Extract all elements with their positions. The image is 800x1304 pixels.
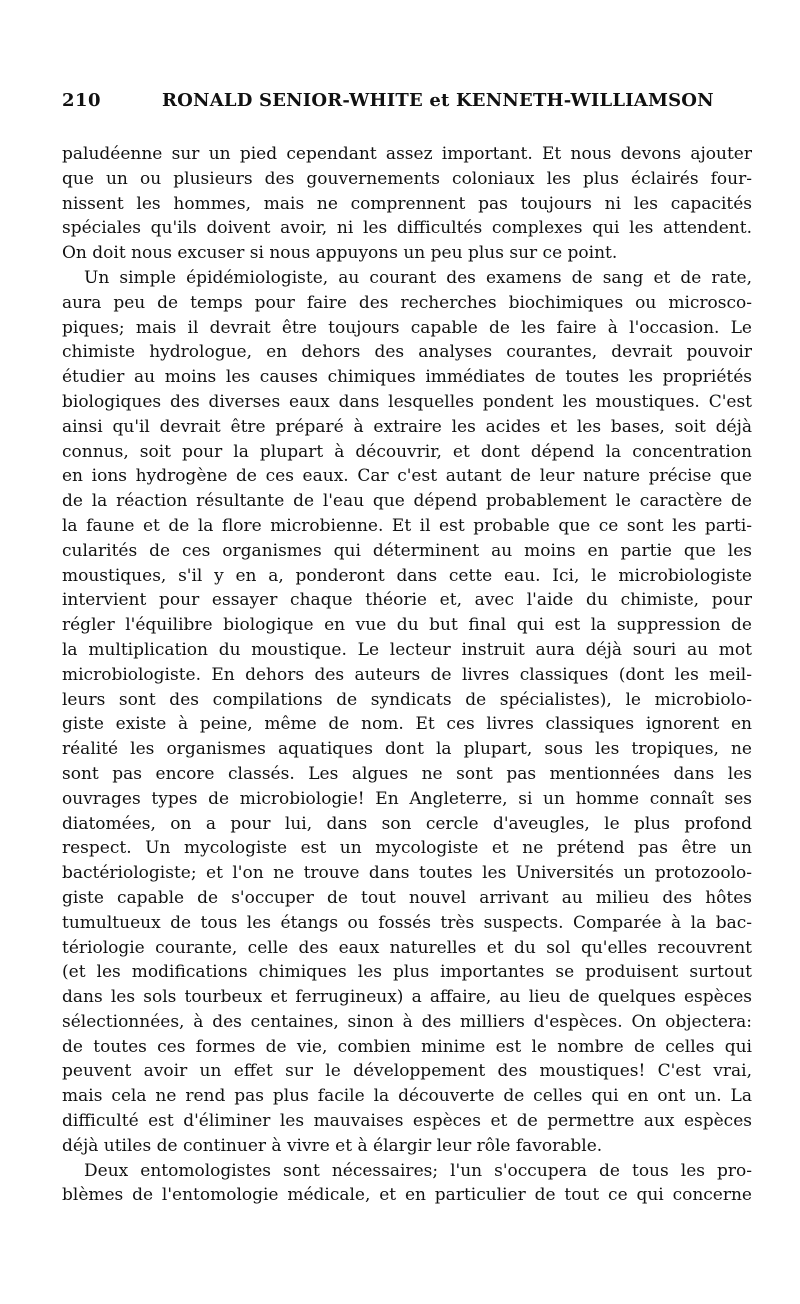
text-line: de toutes ces formes de vie, combien minime est le nombre de celles qui	[62, 1036, 752, 1057]
text-line: bactériologiste; et l'on ne trouve dans toutes les Universités un protozoolo-	[62, 863, 752, 884]
text-line: tumultueux de tous les étangs ou fossés très suspects. Comparée à la bac-	[62, 912, 752, 933]
text-line: tériologie courante, celle des eaux naturelles et du sol qu'elles recouvrent	[62, 937, 752, 958]
text-line: ouvrages types de microbiologie! En Angleterre, si un homme connaît ses	[62, 788, 752, 809]
text-line: en ions hydrogène de ces eaux. Car c'est autant de leur nature précise que	[62, 466, 752, 487]
page-header	[62, 88, 742, 118]
text-line: sélectionnées, à des centaines, sinon à des milliers d'espèces. On objectera:	[62, 1011, 752, 1032]
text-line: peuvent avoir un effet sur le développement des moustiques! C'est vrai,	[62, 1061, 752, 1082]
text-line: réalité les organismes aquatiques dont la plupart, sous les tropiques, ne	[62, 739, 752, 760]
text-line: déjà utiles de continuer à vivre et à élargir leur rôle favorable.	[62, 1135, 603, 1156]
text-line: étudier au moins les causes chimiques immédiates de toutes les propriétés	[62, 367, 752, 388]
text-line: microbiologiste. En dehors des auteurs de livres classiques (dont les meil-	[62, 664, 752, 685]
text-line: intervient pour essayer chaque théorie et, avec l'aide du chimiste, pour	[62, 590, 752, 611]
text-line: (et les modifications chimiques les plus importantes se produisent surtout	[62, 962, 752, 983]
text-line: On doit nous excuser si nous appuyons un peu plus sur ce point.	[62, 243, 618, 264]
text-line: dans les sols tourbeux et ferrugineux) a affaire, au lieu de quelques espèces	[62, 987, 752, 1008]
text-line: la faune et de la flore microbienne. Et il est probable que ce sont les parti-	[62, 515, 752, 536]
text-line: mais cela ne rend pas plus facile la découverte de celles qui en ont un. La	[62, 1086, 752, 1107]
text-line: leurs sont des compilations de syndicats de spécialistes), le microbiolo-	[62, 689, 752, 710]
text-line: nissent les hommes, mais ne comprennent pas toujours ni les capacités	[62, 193, 752, 214]
text-line: ainsi qu'il devrait être préparé à extraire les acides et les bases, soit déjà	[62, 416, 752, 437]
text-line: respect. Un mycologiste est un mycologiste et ne prétend pas être un	[62, 838, 752, 859]
text-line: spéciales qu'ils doivent avoir, ni les difficultés complexes qui les attendent.	[62, 218, 752, 239]
text-line: aura peu de temps pour faire des recherches biochimiques ou microsco-	[62, 292, 752, 313]
text-line: difficulté est d'éliminer les mauvaises espèces et de permettre aux espèces	[62, 1111, 752, 1132]
text-line: blèmes de l'entomologie médicale, et en particulier de tout ce qui concerne	[62, 1185, 752, 1206]
text-line: que un ou plusieurs des gouvernements coloniaux les plus éclairés four-	[62, 168, 752, 189]
text-line: diatomées, on a pour lui, dans son cercle d'aveugles, le plus profond	[62, 813, 752, 834]
running-title: RONALD SENIOR-WHITE et KENNETH-WILLIAMSON	[162, 90, 714, 111]
text-line: paludéenne sur un pied cependant assez important. Et nous devons ajouter	[62, 144, 752, 164]
text-line: connus, soit pour la plupart à découvrir, et dont dépend la concentration	[62, 441, 752, 462]
text-line: chimiste hydrologue, en dehors des analyses courantes, devrait pouvoir	[62, 342, 752, 363]
text-line: moustiques, s'il y en a, ponderont dans cette eau. Ici, le microbiologiste	[62, 565, 752, 586]
text-line: piques; mais il devrait être toujours capable de les faire à l'occasion. Le	[62, 317, 752, 338]
text-line: de la réaction résultante de l'eau que dépend probablement le caractère de	[62, 491, 752, 512]
text-line: Deux entomologistes sont nécessaires; l'un s'occupera de tous les pro-	[84, 1160, 752, 1181]
text-line: régler l'équilibre biologique en vue du but final qui est la suppression de	[62, 615, 752, 636]
text-line: Un simple épidémiologiste, au courant des examens de sang et de rate,	[84, 267, 752, 288]
text-line: giste capable de s'occuper de tout nouvel arrivant au milieu des hôtes	[62, 887, 752, 908]
text-line: la multiplication du moustique. Le lecteur instruit aura déjà souri au mot	[62, 639, 752, 660]
text-line: sont pas encore classés. Les algues ne sont pas mentionnées dans les	[62, 763, 752, 784]
text-line: giste existe à peine, même de nom. Et ces livres classiques ignorent en	[62, 714, 752, 735]
text-line: biologiques des diverses eaux dans lesquelles pondent les moustiques. C'est	[62, 391, 752, 412]
text-line: cularités de ces organismes qui déterminent au moins en partie que les	[62, 540, 752, 561]
body-text	[62, 142, 752, 1208]
page-number: 210	[62, 90, 102, 111]
